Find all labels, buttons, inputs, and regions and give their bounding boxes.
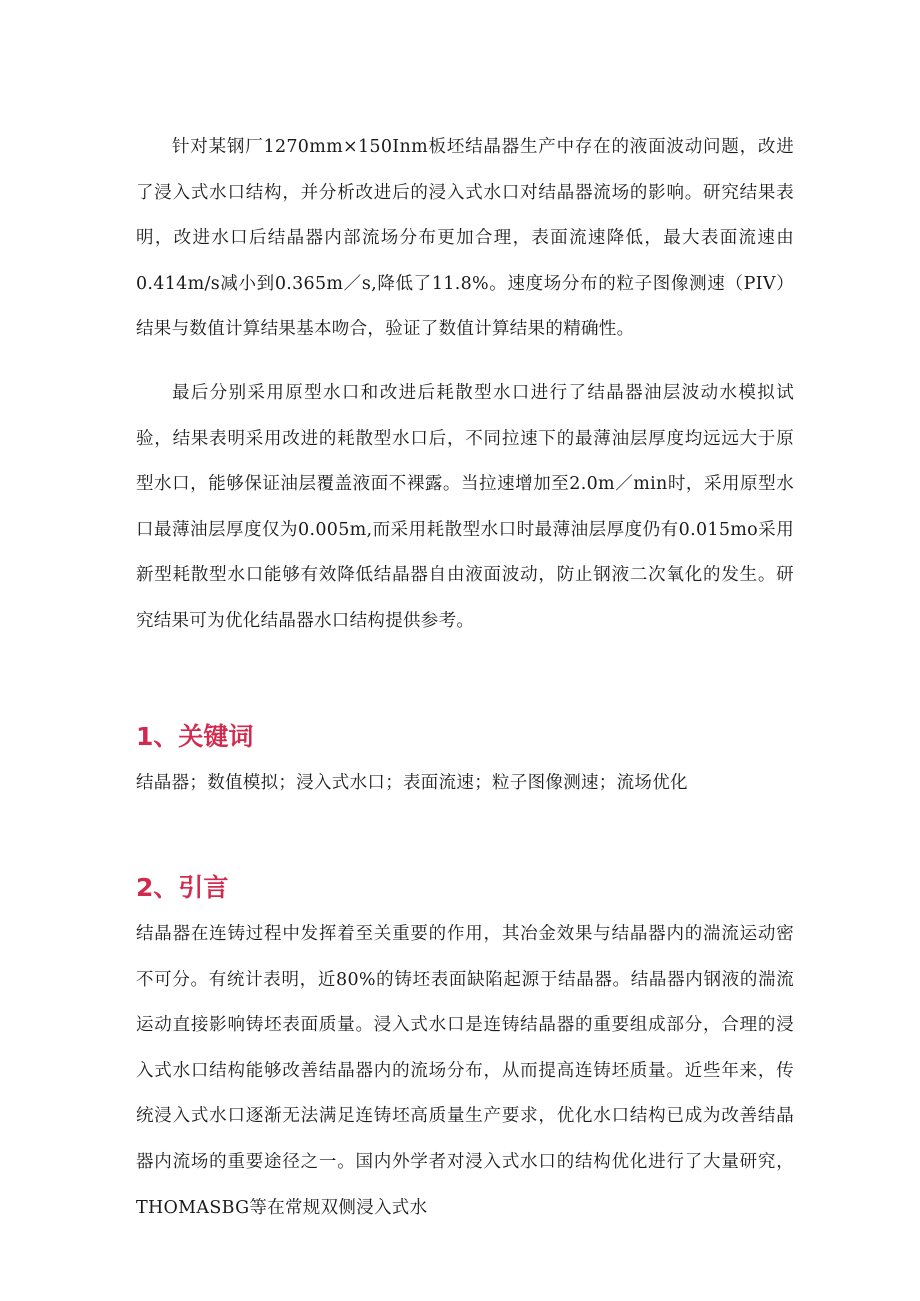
keywords-text: 结晶器；数值模拟；浸入式水口；表面流速；粒子图像测速；流场优化	[136, 773, 688, 793]
introduction-heading: 2、引言	[136, 873, 229, 902]
keywords-heading: 1、关键词	[136, 722, 254, 751]
abstract-paragraph-1: 针对某钢厂1270mm×150Inm板坯结晶器生产中存在的液面波动问题，改进了浸入式水口结构，并分析改进后的浸入式水口对结晶器流场的影响。研究结果表明，改进水口后结晶器内部流场分布更加合理，表面流速降低，最大表面流速由0.414m/s减小到0.365m／s,降低了11.8%。速度场分布的粒子图像测速（PIV）结果与数值计算结果基本吻合，验证了数值计算结果的精确性。	[136, 137, 794, 340]
introduction-paragraph: 结晶器在连铸过程中发挥着至关重要的作用，其冶金效果与结晶器内的湍流运动密不可分。有统计表明，近80%的铸坯表面缺陷起源于结晶器。结晶器内钢液的湍流运动直接影响铸坯表面质量。浸入式水口是连铸结晶器的重要组成部分，合理的浸入式水口结构能够改善结晶器内的流场分布，从而提高连铸坯质量。近些年来，传统浸入式水口逐渐无法满足连铸坯高质量生产要求，优化水口结构已成为改善结晶器内流场的重要途径之一。国内外学者对浸入式水口的结构优化进行了大量研究，THOMASBG等在常规双侧浸入式水	[136, 924, 794, 1218]
abstract-paragraph-2: 最后分别采用原型水口和改进后耗散型水口进行了结晶器油层波动水模拟试验，结果表明采用改进的耗散型水口后，不同拉速下的最薄油层厚度均远远大于原型水口，能够保证油层覆盖液面不裸露。当拉速增加至2.0m／min时，采用原型水口最薄油层厚度仅为0.005m,而采用耗散型水口时最薄油层厚度仍有0.015mo采用新型耗散型水口能够有效降低结晶器自由液面波动，防止钢液二次氧化的发生。研究结果可为优化结晶器水口结构提供参考。	[136, 383, 794, 631]
